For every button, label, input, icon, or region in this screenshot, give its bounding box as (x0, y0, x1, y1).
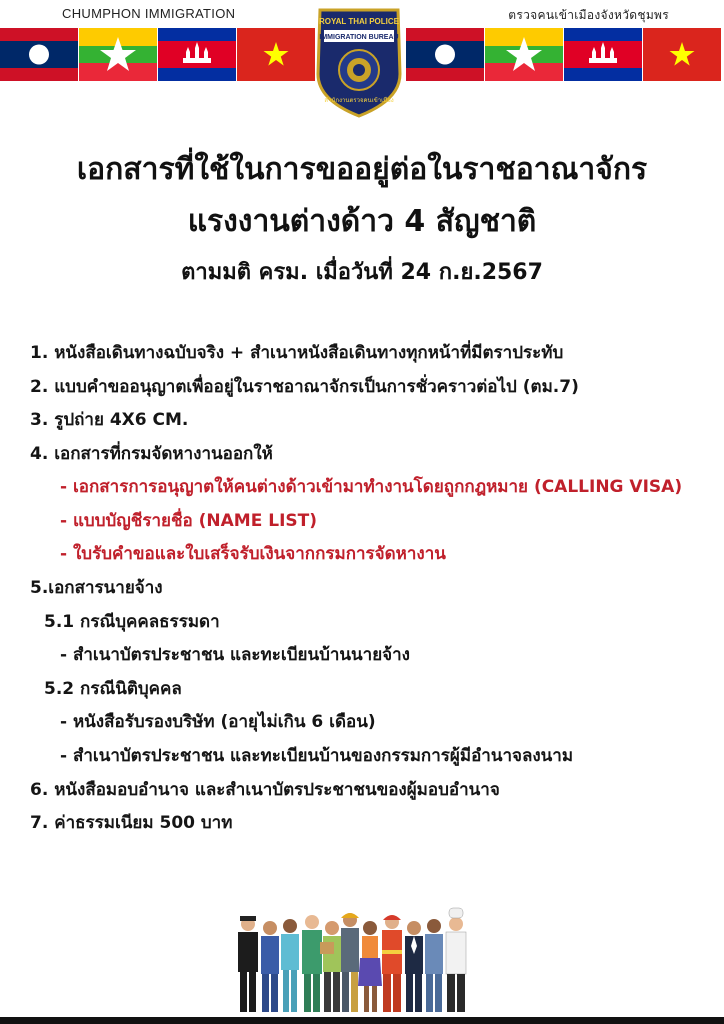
badge-ribbon-text: IMMIGRATION BUREAU (319, 34, 399, 41)
cambodia-flag (564, 28, 642, 81)
myanmar-flag (79, 28, 157, 81)
vietnam-flag (237, 28, 315, 81)
list-sub-heading: 5.1 กรณีบุคคลธรรมดา (44, 612, 220, 632)
vietnam-flag (643, 28, 721, 81)
list-sub-heading: 5.2 กรณีนิติบุคคล (44, 679, 182, 699)
list-sub-item: - ใบรับคำขอและใบเสร็จรับเงินจากกรมการจัดหางาน (60, 544, 446, 564)
document-subtitle: ตามมติ ครม. เมื่อวันที่ 24 ก.ย.2567 (181, 260, 543, 285)
header-left-text: CHUMPHON IMMIGRATION (62, 6, 236, 21)
badge-bottom-text: สำนักงานตรวจคนเข้าเมือง (324, 97, 394, 104)
cambodia-flag (158, 28, 236, 81)
list-item: 6. หนังสือมอบอำนาจ และสำเนาบัตรประชาชนของผู้มอบอำนาจ (30, 780, 500, 800)
myanmar-flag (485, 28, 563, 81)
laos-flag (406, 28, 484, 81)
document-title-line2: แรงงานต่างด้าว 4 สัญชาติ (187, 204, 537, 239)
list-item: 4. เอกสารที่กรมจัดหางานออกให้ (30, 444, 273, 464)
list-item: 2. แบบคำขออนุญาตเพื่ออยู่ในราชอาณาจักรเป็นการชั่วคราวต่อไป (ตม.7) (30, 377, 579, 397)
workers-illustration (232, 906, 494, 1018)
list-item: 3. รูปถ่าย 4X6 CM. (30, 410, 189, 430)
document-title-line1: เอกสารที่ใช้ในการขออยู่ต่อในราชอาณาจักร (76, 152, 648, 187)
laos-flag (0, 28, 78, 81)
list-item: 5.เอกสารนายจ้าง (30, 578, 163, 598)
list-item: 1. หนังสือเดินทางฉบับจริง + สำเนาหนังสือเดินทางทุกหน้าที่มีตราประทับ (30, 343, 564, 363)
bottom-bar (0, 1017, 724, 1024)
flag-row-left (0, 28, 315, 81)
immigration-police-badge-icon (312, 4, 406, 120)
flag-row-right (406, 28, 721, 81)
header-right-text: ตรวจคนเข้าเมืองจังหวัดชุมพร (508, 8, 669, 22)
list-sub-item: - สำเนาบัตรประชาชน และทะเบียนบ้านของกรรมการผู้มีอำนาจลงนาม (60, 746, 574, 766)
list-sub-item: - หนังสือรับรองบริษัท (อายุไม่เกิน 6 เดือน) (60, 712, 376, 732)
badge-top-text: ROYAL THAI POLICE (318, 17, 400, 26)
list-sub-item: - เอกสารการอนุญาตให้คนต่างด้าวเข้ามาทำงานโดยถูกกฎหมาย (CALLING VISA) (60, 477, 683, 497)
list-sub-item: - แบบบัญชีรายชื่อ (NAME LIST) (60, 511, 318, 531)
list-item: 7. ค่าธรรมเนียม 500 บาท (30, 813, 233, 833)
list-sub-item: - สำเนาบัตรประชาชน และทะเบียนบ้านนายจ้าง (60, 645, 410, 665)
